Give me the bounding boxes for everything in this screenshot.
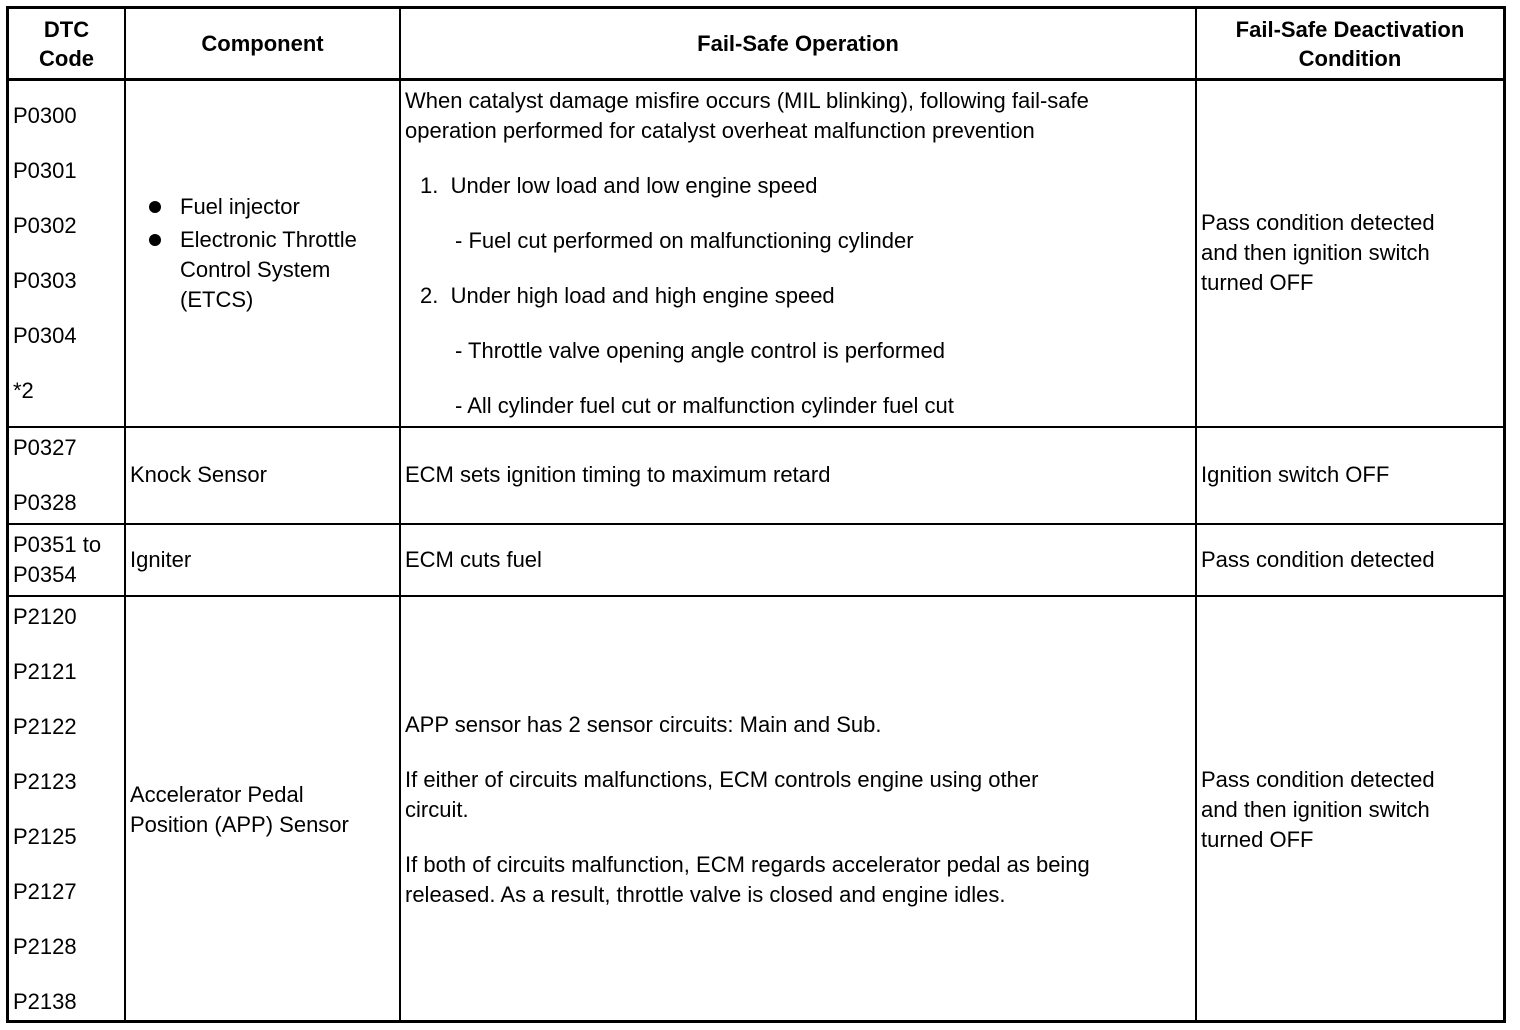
dtc-code: P2122 xyxy=(13,714,77,739)
deactivation-line2: and then ignition switch xyxy=(1201,240,1430,265)
bullet-icon xyxy=(149,234,161,246)
operation-p3-line2: released. As a result, throttle valve is closed and engine idles. xyxy=(405,882,1006,907)
operation-item-1: 1. Under low load and low engine speed xyxy=(420,173,818,198)
component-line1: Accelerator Pedal xyxy=(130,782,304,807)
operation-p3-line1: If both of circuits malfunction, ECM regards accelerator pedal as being xyxy=(405,852,1090,877)
fail-safe-table xyxy=(6,6,1506,1023)
dtc-code: P0354 xyxy=(13,562,77,587)
dtc-code: P0301 xyxy=(13,158,77,183)
dtc-code: P2125 xyxy=(13,824,77,849)
dtc-code: P0300 xyxy=(13,103,77,128)
deactivation: Ignition switch OFF xyxy=(1201,462,1390,487)
dtc-code: P0302 xyxy=(13,213,77,238)
dtc-code: P2120 xyxy=(13,604,77,629)
dtc-code: P2121 xyxy=(13,659,77,684)
row-divider xyxy=(9,595,1503,597)
operation-p1: APP sensor has 2 sensor circuits: Main and Sub. xyxy=(405,712,882,737)
deactivation-line3: turned OFF xyxy=(1201,270,1314,295)
component-etcs-line3: (ETCS) xyxy=(180,287,254,312)
row-divider xyxy=(9,426,1503,428)
header-dtc-code xyxy=(9,9,124,78)
component-etcs-line2: Control System xyxy=(180,257,331,282)
header-divider xyxy=(9,78,1503,81)
header-dtc-line1: DTC xyxy=(43,16,90,42)
operation-intro-line1: When catalyst damage misfire occurs (MIL blinking), following fail-safe xyxy=(405,88,1089,113)
header-deactivation-line2: Condition xyxy=(1298,45,1402,71)
column-divider xyxy=(124,9,126,1020)
component-line2: Position (APP) Sensor xyxy=(130,812,349,837)
dtc-footnote: *2 xyxy=(13,378,34,403)
dtc-code: P0351 to xyxy=(13,532,102,557)
dtc-code: P2127 xyxy=(13,879,77,904)
dtc-code: P0327 xyxy=(13,435,77,460)
operation: ECM cuts fuel xyxy=(405,547,542,572)
header-fail-safe-operation: Fail-Safe Operation xyxy=(697,31,899,56)
header-dtc-line2: Code xyxy=(39,45,94,71)
bullet-icon xyxy=(149,201,161,213)
operation-p2-line2: circuit. xyxy=(405,797,469,822)
dtc-code: P2138 xyxy=(13,989,77,1014)
dtc-code: P2128 xyxy=(13,934,77,959)
component-etcs-line1: Electronic Throttle xyxy=(180,227,357,252)
operation-item-2-sub1: - Throttle valve opening angle control is performed xyxy=(455,338,945,363)
component: Knock Sensor xyxy=(130,462,267,487)
operation-item-2-sub2: - All cylinder fuel cut or malfunction cylinder fuel cut xyxy=(455,393,954,418)
column-divider xyxy=(399,9,401,1020)
header-deactivation-condition xyxy=(1197,9,1503,78)
header-deactivation-line1: Fail-Safe Deactivation xyxy=(1235,16,1465,42)
deactivation-line1: Pass condition detected xyxy=(1201,210,1435,235)
component: Igniter xyxy=(130,547,192,572)
dtc-code: P0328 xyxy=(13,490,77,515)
column-divider xyxy=(1195,9,1197,1020)
operation-p2-line1: If either of circuits malfunctions, ECM controls engine using other xyxy=(405,767,1039,792)
operation-item-2: 2. Under high load and high engine speed xyxy=(420,283,835,308)
operation-item-1-sub: - Fuel cut performed on malfunctioning cylinder xyxy=(455,228,914,253)
row-divider xyxy=(9,523,1503,525)
deactivation: Pass condition detected xyxy=(1201,547,1435,572)
header-component: Component xyxy=(201,31,324,56)
deactivation-line1: Pass condition detected xyxy=(1201,767,1435,792)
deactivation-line3: turned OFF xyxy=(1201,827,1314,852)
dtc-code: P0303 xyxy=(13,268,77,293)
dtc-code: P0304 xyxy=(13,323,77,348)
dtc-code: P2123 xyxy=(13,769,77,794)
deactivation-line2: and then ignition switch xyxy=(1201,797,1430,822)
operation: ECM sets ignition timing to maximum retard xyxy=(405,462,831,487)
operation-intro-line2: operation performed for catalyst overheat malfunction prevention xyxy=(405,118,1035,143)
component-fuel-injector: Fuel injector xyxy=(180,194,300,219)
